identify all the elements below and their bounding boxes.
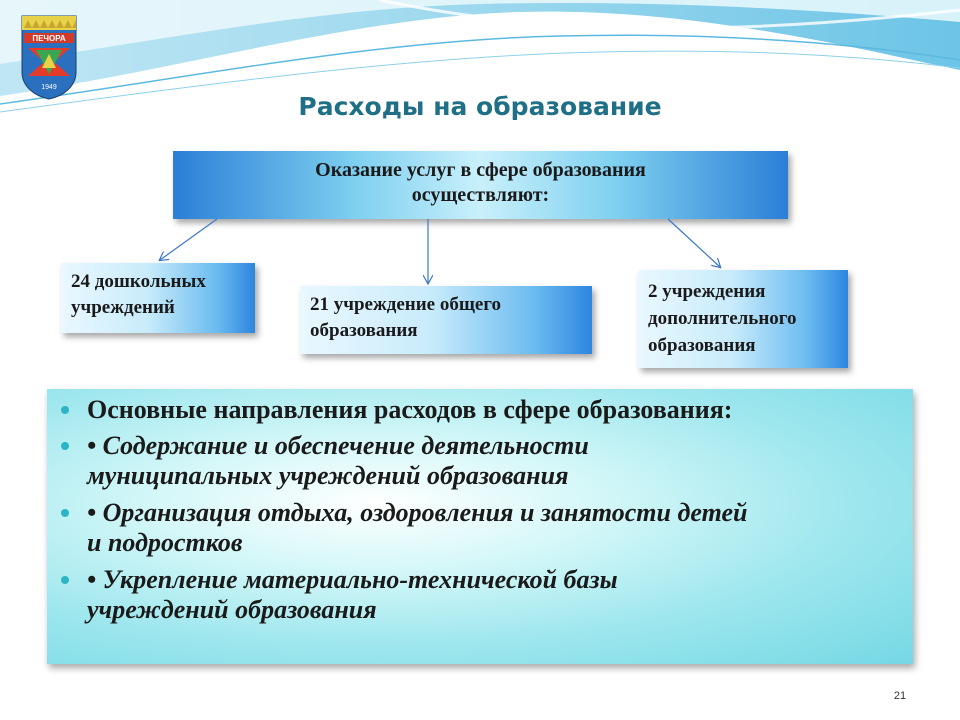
recreation-line-1: • Организация отдыха, оздоровления и занятости детей [87,498,748,527]
arrow-to-additional [668,219,720,267]
additional-line-2: дополнительного [648,308,797,329]
infrastructure-line-1: • Укрепление материально-технической базы [87,565,618,594]
recreation-line-2: и подростков [87,528,243,557]
page-number: 21 [893,690,907,702]
additional-education-box [638,270,848,368]
bullet-icon [61,406,69,414]
arrow-to-preschool [160,219,217,260]
additional-line-3: образования [648,335,756,356]
preschool-line-1: 24 дошкольных [71,271,206,292]
maintenance-line-2: муниципальных учреждений образования [87,461,569,490]
crest-year-text: 1949 [41,84,57,91]
bullet-icon [61,509,69,517]
preschool-line-2: учреждений [71,297,175,318]
services-header-line-2: осуществляют: [411,184,550,206]
panel-heading-text: Основные направления расходов в сфере образования: [87,395,733,424]
additional-line-1: 2 учреждения [648,281,766,302]
panel-heading-item [87,395,899,425]
crest-name-text: ПЕЧОРА [32,34,66,43]
general-education-box [300,286,592,354]
general-line-1: 21 учреждение общего [310,294,501,315]
bullet-icon [61,442,69,450]
expense-directions-panel [47,389,913,664]
infrastructure-line-2: учреждений образования [87,595,377,624]
services-header-line-1: Оказание услуг в сфере образования [315,159,646,181]
general-line-2: образования [310,320,418,341]
panel-item-recreation [87,498,899,558]
panel-item-maintenance [87,431,899,491]
maintenance-line-1: • Содержание и обеспечение деятельности [87,431,589,460]
panel-item-infrastructure [87,565,899,625]
bullet-icon [61,576,69,584]
preschool-institutions-box [61,263,255,333]
slide-title: Расходы на образование [298,92,662,121]
